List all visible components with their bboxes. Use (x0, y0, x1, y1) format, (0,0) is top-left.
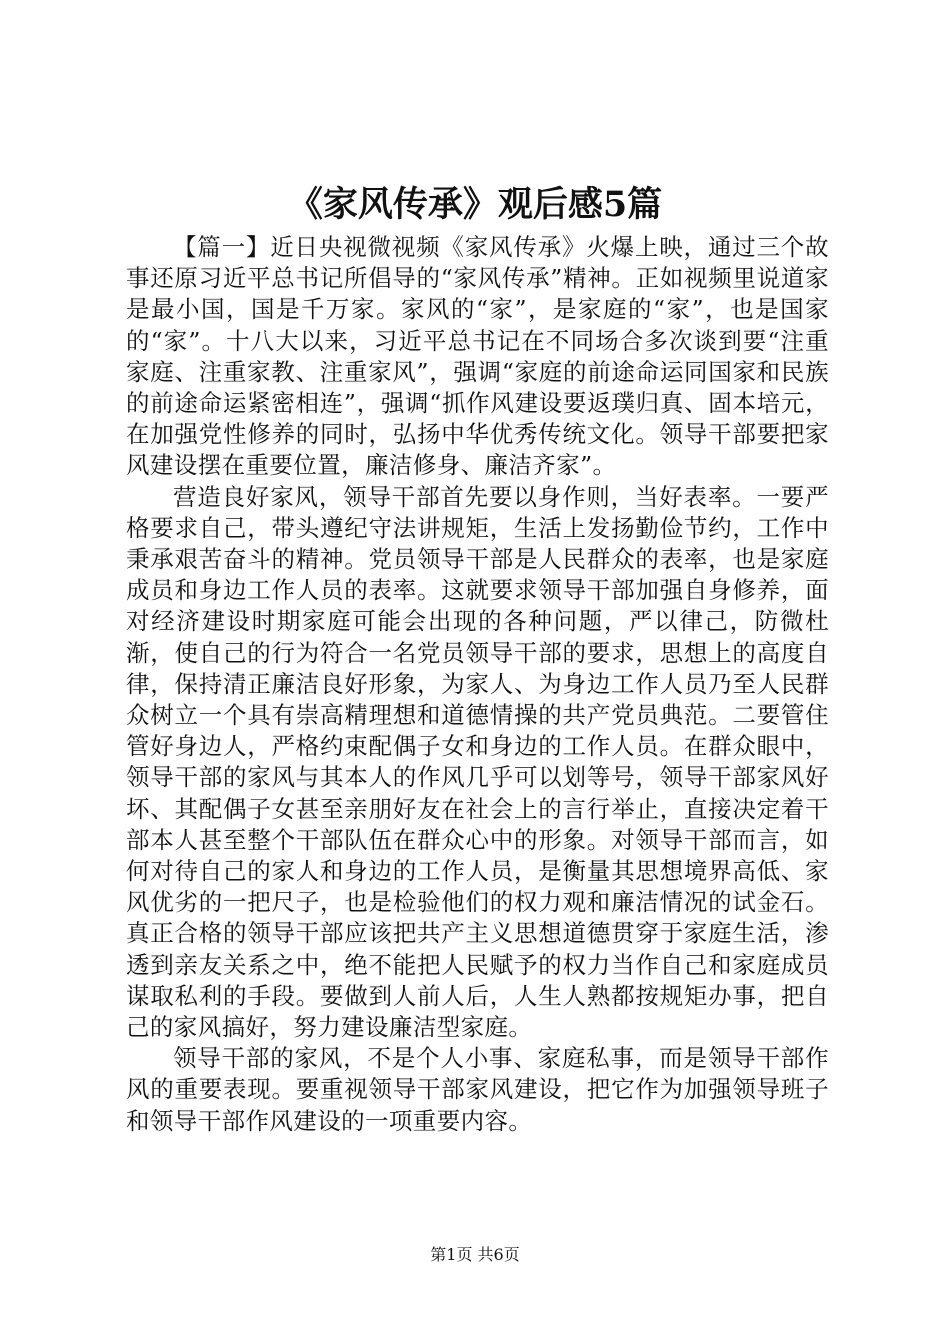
document-body (126, 232, 829, 1137)
document-title: 《家风传承》观后感5篇 (287, 184, 663, 225)
paragraph-1: 【篇一】近日央视微视频《家风传承》火爆上映，通过三个故事还原习近平总书记所倡导的“家风传承”精神。正如视频里说道家是最小国，国是千万家。家风的“家”，是家庭的“家”，也是国家的“家”。十八大以来，习近平总书记在不同场合多次谈到要“注重家庭、注重家教、注重家风”，强调“家庭的前途命运同国家和民族的前途命运紧密相连”，强调“抓作风建设要返璞归真、固本培元，在加强党性修养的同时，弘扬中华优秀传统文化。领导干部要把家风建设摆在重要位置，廉洁修身、廉洁齐家”。 (126, 233, 829, 480)
paragraph-3: 领导干部的家风，不是个人小事、家庭私事，而是领导干部作风的重要表现。要重视领导干部家风建设，把它作为加强领导班子和领导干部作风建设的一项重要内容。 (126, 1044, 829, 1135)
paragraph-2: 营造良好家风，领导干部首先要以身作则，当好表率。一要严格要求自己，带头遵纪守法讲规矩，生活上发扬勤俭节约，工作中秉承艰苦奋斗的精神。党员领导干部是人民群众的表率，也是家庭成员和身边工作人员的表率。这就要求领导干部加强自身修养，面对经济建设时期家庭可能会出现的各种问题，严以律己，防微杜渐，使自己的行为符合一名党员领导干部的要求，思想上的高度自律，保持清正廉洁良好形象，为家人、为身边工作人员乃至人民群众树立一个具有崇高精理想和道德情操的共产党员典范。二要管住管好身边人，严格约束配偶子女和身边的工作人员。在群众眼中，领导干部的家风与其本人的作风几乎可以划等号，领导干部家风好坏、其配偶子女甚至亲朋好友在社会上的言行举止，直接决定着干部本人甚至整个干部队伍在群众心中的形象。对领导干部而言，如何对待自己的家人和身边的工作人员，是衡量其思想境界高低、家风优劣的一把尺子，也是检验他们的权力观和廉洁情况的试金石。真正合格的领导干部应该把共产主义思想道德贯穿于家庭生活，渗透到亲友关系之中，绝不能把人民赋予的权力当作自己和家庭成员谋取私利的手段。要做到人前人后，人生人熟都按规矩办事，把自己的家风搞好，努力建设廉洁型家庭。 (126, 482, 829, 1042)
page-footer: 第1页 共6页 (430, 1245, 520, 1264)
